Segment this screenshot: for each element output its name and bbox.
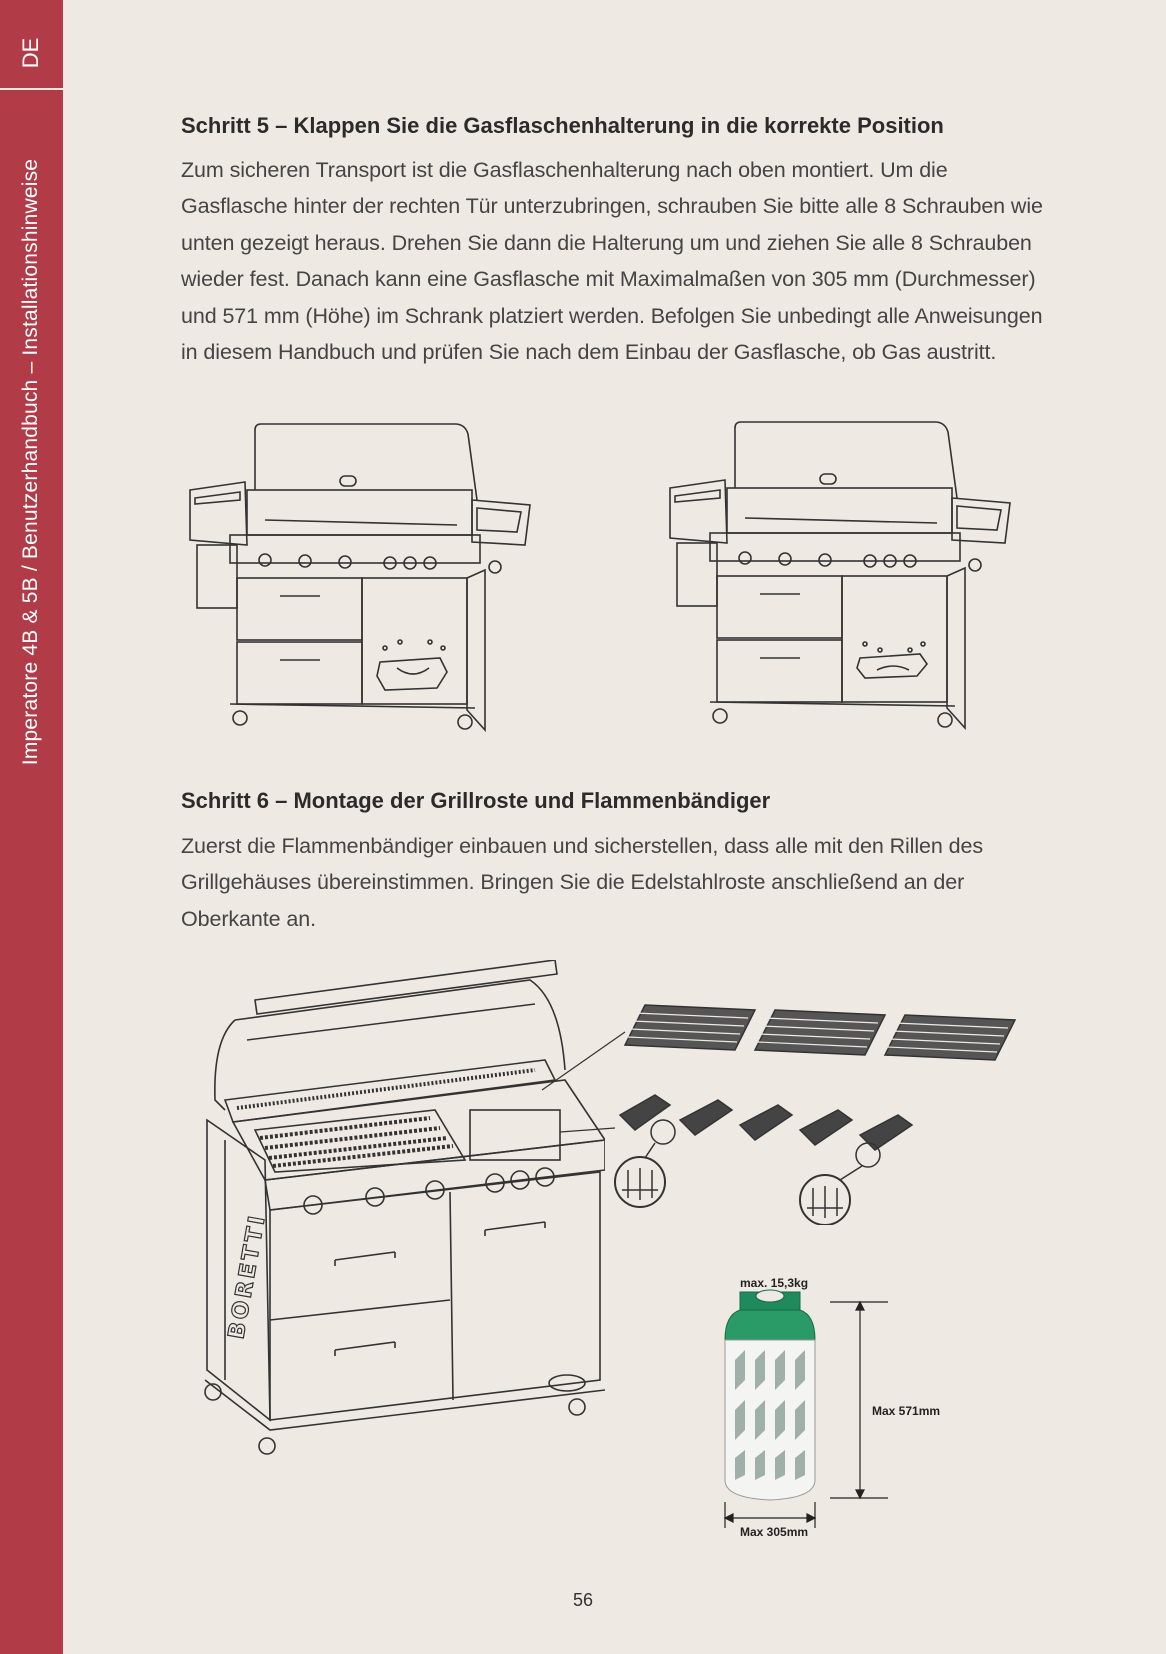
cooking-grates-illustration <box>620 1000 1040 1080</box>
bottle-diameter-label: Max 305mm <box>740 1525 809 1539</box>
step5-text: Zum sicheren Transport ist die Gasflaschenhalterung nach oben montiert. Um die Gasflasche hinter der rechten Tür unterzubringen, schrauben Sie bitte alle 8 Schrauben wie unten gezeigt heraus. Drehen Sie dann die Halterung um und ziehen Sie alle 8 Schrauben wieder fest. Danach kann eine Gasflasche mit Maximalmaßen von 305 mm (Durchmesser) und 571 mm (Höhe) im Schrank platziert werden. Befolgen Sie unbedingt alle Anweisungen in diesem Handbuch und prüfen Sie nach dem Einbau der Gasflasche, ob Gas austritt. <box>181 158 1043 365</box>
grill-bracket-after-illustration <box>665 418 1035 738</box>
language-label: DE <box>18 37 43 69</box>
page-number: 56 <box>572 1590 594 1610</box>
step6-heading: Schritt 6 – Montage der Grillroste und Flammenbändiger <box>181 788 771 813</box>
callout-lines <box>540 1020 660 1140</box>
flame-tamers-illustration <box>610 1090 970 1225</box>
bottle-weight-label: max. 15,3kg <box>740 1276 809 1290</box>
brand-logo: BORETTI <box>224 1211 271 1342</box>
step6-text: Zuerst die Flammenbändiger einbauen und sicherstellen, dass alle mit den Rillen des Grillgehäuses übereinstimmen. Bringen Sie die Edelstahlroste anschließend an der Oberkante an. <box>181 834 983 931</box>
sidebar <box>0 0 63 1654</box>
grill-bracket-before-illustration <box>185 420 555 740</box>
document-title: Imperatore 4B & 5B / Benutzerhandbuch – Installationshinweise <box>19 158 42 766</box>
step5-heading: Schritt 5 – Klappen Sie die Gasflaschenhalterung in die korrekte Position <box>181 113 944 138</box>
language-tab <box>0 0 63 90</box>
gas-bottle-illustration <box>720 1270 940 1550</box>
bottle-height-label: Max 571mm <box>872 1404 940 1418</box>
